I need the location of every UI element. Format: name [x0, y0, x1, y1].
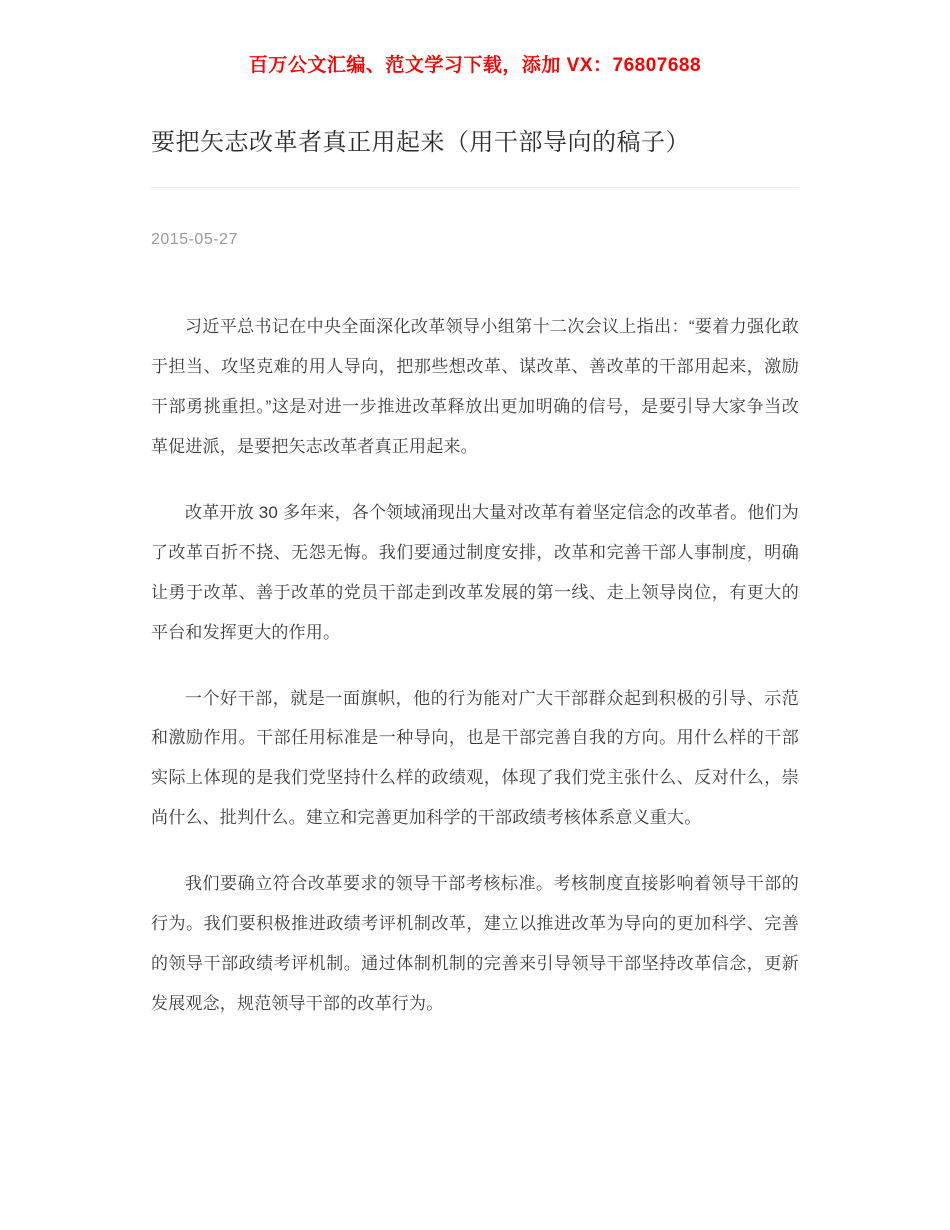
publish-date: 2015-05-27 [151, 231, 238, 248]
paragraph: 改革开放 30 多年来，各个领域涌现出大量对改革有着坚定信念的改革者。他们为了改革百折不挠、无怨无悔。我们要通过制度安排，改革和完善干部人事制度，明确让勇于改革、善于改革的党员干部走到改革发展的第一线、走上领导岗位，有更大的平台和发挥更大的作用。 [151, 502, 799, 642]
paragraph: 我们要确立符合改革要求的领导干部考核标准。考核制度直接影响着领导干部的行为。我们要积极推进政绩考评机制改革，建立以推进改革为导向的更加科学、完善的领导干部政绩考评机制。通过体制机制的完善来引导领导干部坚持改革信念，更新发展观念，规范领导干部的改革行为。 [151, 874, 799, 1014]
paragraph: 一个好干部，就是一面旗帜，他的行为能对广大干部群众起到积极的引导、示范和激励作用。干部任用标准是一种导向，也是干部完善自我的方向。用什么样的干部实际上体现的是我们党坚持什么样的政绩观，体现了我们党主张什么、反对什么，崇尚什么、批判什么。建立和完善更加科学的干部政绩考核体系意义重大。 [151, 688, 799, 828]
article-body [151, 259, 799, 1024]
promo-banner: 百万公文汇编、范文学习下载，添加 VX：76807688 [248, 55, 702, 76]
page-title: 要把矢志改革者真正用起来（用干部导向的稿子） [151, 129, 690, 156]
paragraph: 习近平总书记在中央全面深化改革领导小组第十二次会议上指出：“要着力强化敢于担当、攻坚克难的用人导向，把那些想改革、谋改革、善改革的干部用起来，激励干部勇挑重担。”这是对进一步推进改革释放出更加明确的信号，是要引导大家争当改革促进派，是要把矢志改革者真正用起来。 [151, 317, 799, 456]
article-container [151, 77, 799, 1024]
